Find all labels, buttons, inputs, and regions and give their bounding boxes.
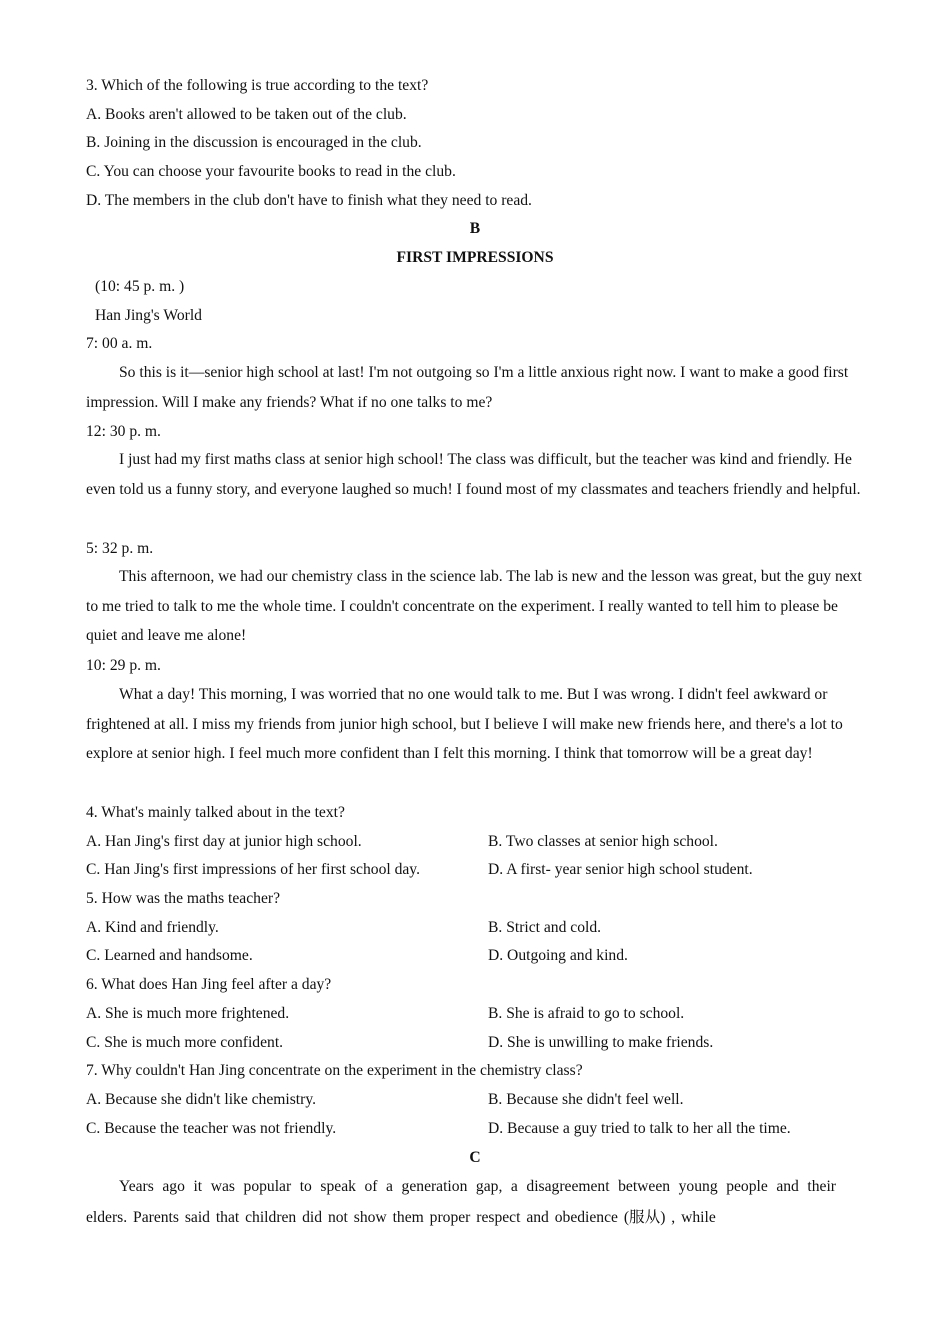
- section-b-title: FIRST IMPRESSIONS: [396, 249, 554, 266]
- entry-3-text: This afternoon, we had our chemistry class in the science lab. The lab is new and the lesson was great, but the guy next to me tried to talk to me the whole time. I couldn't concentrate on the experiment. I really wanted to tell him to please be quiet and leave me alone!: [86, 568, 862, 645]
- q5-option-b: B. Strict and cold.: [488, 919, 602, 936]
- blog-name: Han Jing's World: [95, 307, 202, 324]
- q3-option-a: A. Books aren't allowed to be taken out of the club.: [86, 106, 407, 123]
- q3-option-d: D. The members in the club don't have to finish what they need to read.: [86, 192, 532, 209]
- q3-option-c: C. You can choose your favourite books to read in the club.: [86, 163, 456, 180]
- entry-4-text: What a day! This morning, I was worried that no one would talk to me. But I was wrong. I didn't feel awkward or frightened at all. I miss my friends from junior high school, but I believe I will make new friends here, and there's a lot to explore at senior high. I feel much more confident than I felt this morning. I think that tomorrow will be a great day!: [86, 686, 843, 763]
- q7-option-a: A. Because she didn't like chemistry.: [86, 1091, 317, 1108]
- entry-1-text: So this is it—senior high school at last! I'm not outgoing so I'm a little anxious right now. I want to make a good first impression. Will I make any friends? What if no one talks to me?: [86, 364, 849, 411]
- q6-option-c: C. She is much more confident.: [86, 1034, 284, 1051]
- section-c-paragraph: Years ago it was popular to speak of a generation gap, a disagreement between young people and their elders. Parents said that children did not show them proper respect and obedience (服从) , while: [86, 1178, 836, 1226]
- section-c-label: C: [469, 1149, 481, 1166]
- q5-option-a: A. Kind and friendly.: [86, 919, 219, 936]
- q7-option-b: B. Because she didn't feel well.: [488, 1091, 684, 1108]
- question-5: 5. How was the maths teacher?: [86, 890, 280, 907]
- entry-2-time: 12: 30 p. m.: [86, 423, 161, 440]
- entry-1-time: 7: 00 a. m.: [86, 335, 153, 352]
- q6-option-a: A. She is much more frightened.: [86, 1005, 290, 1022]
- q4-option-d: D. A first- year senior high school student.: [488, 861, 753, 878]
- q4-option-c: C. Han Jing's first impressions of her first school day.: [86, 861, 420, 878]
- entry-3-time: 5: 32 p. m.: [86, 540, 154, 557]
- blog-time-header: (10: 45 p. m. ): [95, 278, 185, 295]
- q7-option-d: D. Because a guy tried to talk to her all the time.: [488, 1120, 791, 1137]
- q6-option-b: B. She is afraid to go to school.: [488, 1005, 685, 1022]
- q3-option-b: B. Joining in the discussion is encouraged in the club.: [86, 134, 422, 151]
- q7-option-c: C. Because the teacher was not friendly.: [86, 1120, 337, 1137]
- q4-option-b: B. Two classes at senior high school.: [488, 833, 718, 850]
- section-b-label: B: [469, 220, 481, 237]
- question-6: 6. What does Han Jing feel after a day?: [86, 976, 332, 993]
- question-3: 3. Which of the following is true according to the text?: [86, 77, 429, 94]
- entry-2-text: I just had my first maths class at senior high school! The class was difficult, but the teacher was kind and friendly. He even told us a funny story, and everyone laughed so much! I found most of my classmates and teachers friendly and helpful.: [86, 451, 861, 498]
- q4-option-a: A. Han Jing's first day at junior high school.: [86, 833, 362, 850]
- question-7: 7. Why couldn't Han Jing concentrate on the experiment in the chemistry class?: [86, 1062, 583, 1079]
- q6-option-d: D. She is unwilling to make friends.: [488, 1034, 714, 1051]
- entry-4-time: 10: 29 p. m.: [86, 657, 161, 674]
- q5-option-d: D. Outgoing and kind.: [488, 947, 628, 964]
- q5-option-c: C. Learned and handsome.: [86, 947, 253, 964]
- question-4: 4. What's mainly talked about in the text?: [86, 804, 345, 821]
